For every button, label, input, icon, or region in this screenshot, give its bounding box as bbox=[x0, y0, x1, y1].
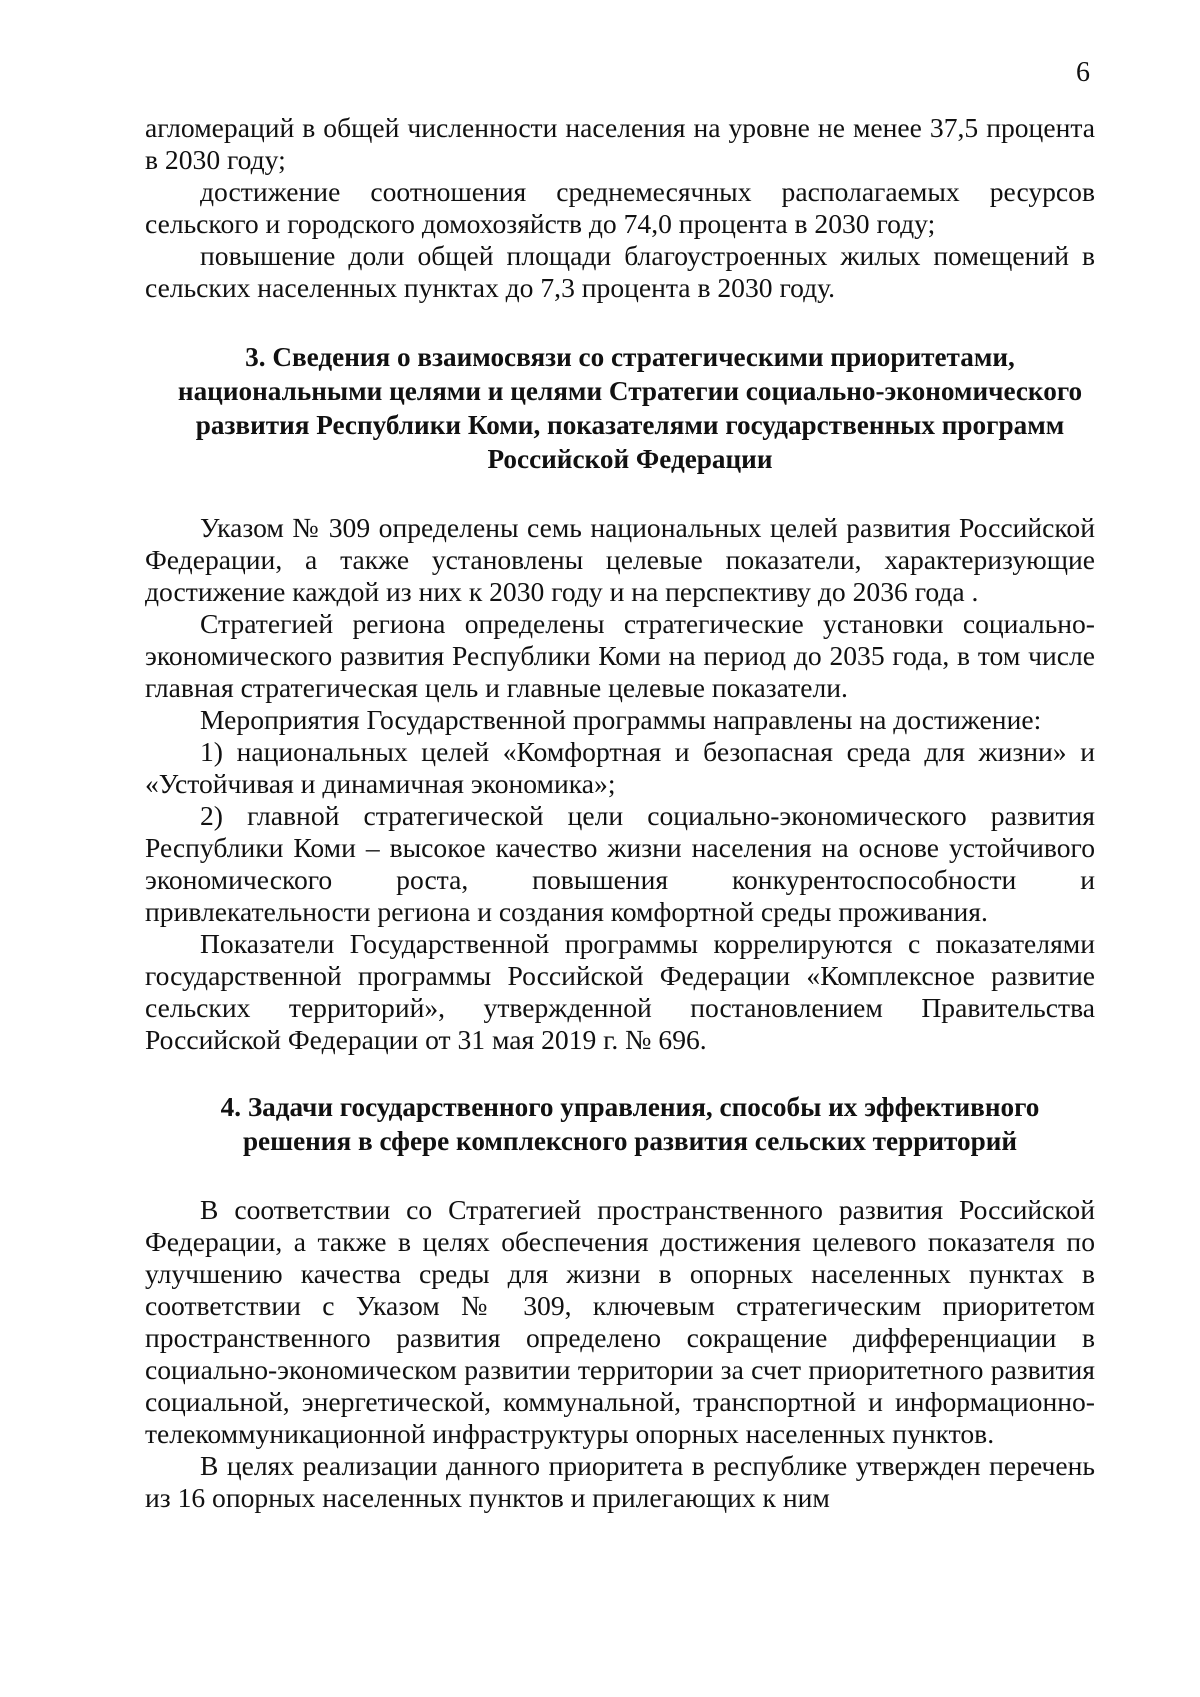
section-4-heading: 4. Задачи государственного управления, способы их эффективного решения в сфере комплексного развития сельских территорий bbox=[220, 1092, 1040, 1156]
section-3-paragraph-3: Мероприятия Государственной программы направлены на достижение: bbox=[200, 704, 1042, 735]
section-3-paragraph-2: Стратегией региона определены стратегические установки социально-экономического развития Республики Коми на период до 2035 года, в том числе главная стратегическая цель и главные целевые показатели. bbox=[145, 608, 1095, 703]
section-4-paragraph-2: В целях реализации данного приоритета в республике утвержден перечень из 16 опорных населенных пунктов и прилегающих к ним bbox=[145, 1450, 1095, 1513]
document-body bbox=[145, 112, 1095, 1514]
page-number: 6 bbox=[1076, 57, 1090, 88]
section-3-heading: 3. Сведения о взаимосвязи со стратегическими приоритетами, национальными целями и целями Стратегии социально-экономического развития Республики Коми, показателями государственных программ Российской Федерации bbox=[177, 342, 1083, 474]
section-3-list-item-1: 1) национальных целей «Комфортная и безопасная среда для жизни» и «Устойчивая и динамичная экономика»; bbox=[145, 736, 1095, 799]
intro-paragraph-1: агломераций в общей численности населения на уровне не менее 37,5 процента в 2030 году; bbox=[145, 112, 1095, 175]
intro-paragraph-2: достижение соотношения среднемесячных располагаемых ресурсов сельского и городского домохозяйств до 74,0 процента в 2030 году; bbox=[145, 176, 1095, 239]
section-3-list-item-2: 2) главной стратегической цели социально-экономического развития Республики Коми – высокое качество жизни населения на основе устойчивого экономического роста, повышения конкурентоспособности и привлекательности региона и создания комфортной среды проживания. bbox=[145, 800, 1095, 927]
section-3-paragraph-1: Указом № 309 определены семь национальных целей развития Российской Федерации, а также установлены целевые показатели, характеризующие достижение каждой из них к 2030 году и на перспективу до 2036 года . bbox=[145, 512, 1095, 607]
section-3-paragraph-4: Показатели Государственной программы коррелируются с показателями государственной программы Российской Федерации «Комплексное развитие сельских территорий», утвержденной постановлением Правительства Российской Федерации от 31 мая 2019 г. № 696. bbox=[145, 928, 1095, 1055]
section-4-paragraph-1: В соответствии со Стратегией пространственного развития Российской Федерации, а также в целях обеспечения достижения целевого показателя по улучшению качества среды для жизни в опорных населенных пунктах в соответствии с Указом № 309, ключевым стратегическим приоритетом пространственного развития определено сокращение дифференциации в социально-экономическом развитии территории за счет приоритетного развития социальной, энергетической, коммунальной, транспортной и информационно-телекоммуникационной инфраструктуры опорных населенных пунктов. bbox=[145, 1194, 1095, 1449]
intro-paragraph-3: повышение доли общей площади благоустроенных жилых помещений в сельских населенных пунктах до 7,3 процента в 2030 году. bbox=[145, 240, 1095, 303]
